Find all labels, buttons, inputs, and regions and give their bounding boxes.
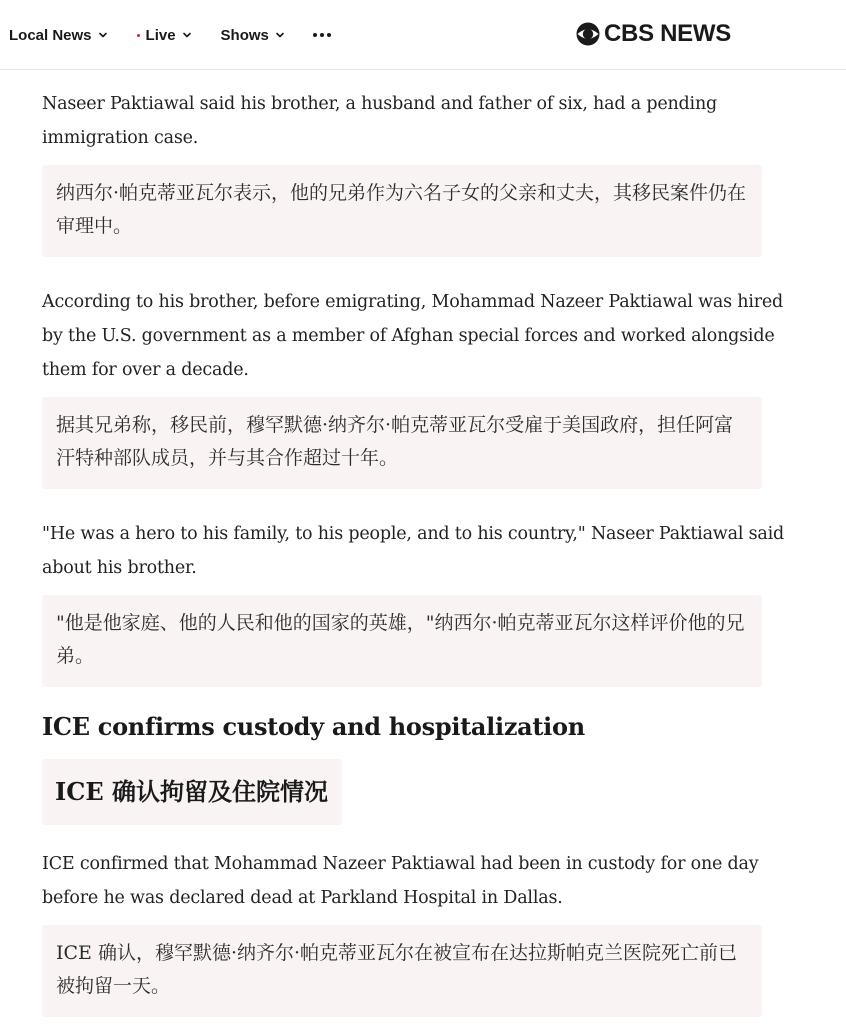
nav-local-news[interactable] bbox=[9, 27, 108, 44]
nav-live-label: Live bbox=[145, 26, 176, 44]
translation-block: 据其兄弟称，移民前，穆罕默德·纳齐尔·帕克蒂亚瓦尔受雇于美国政府，担任阿富汗特种部队成员，并与其合作超过十年。 bbox=[42, 397, 762, 489]
chevron-down-icon bbox=[98, 30, 108, 40]
live-indicator-dot bbox=[137, 34, 140, 37]
cbs-eye-logo bbox=[576, 22, 600, 46]
cbs-news-logo[interactable] bbox=[576, 20, 731, 48]
article-paragraph: According to his brother, before emigrating, Mohammad Nazeer Paktiawal was hired by the U.S. government as a member of Afghan special forces and worked alongside them for over a decade. bbox=[42, 292, 784, 380]
nav-shows[interactable] bbox=[221, 27, 285, 44]
nav-live[interactable] bbox=[137, 27, 192, 44]
article-paragraph: "He was a hero to his family, to his people, and to his country," Naseer Paktiawal said about his brother. bbox=[42, 524, 784, 578]
article-body bbox=[42, 85, 802, 1017]
top-navigation-bar bbox=[0, 0, 846, 70]
section-heading: ICE confirms custody and hospitalization bbox=[42, 712, 585, 741]
more-icon bbox=[313, 33, 331, 37]
primary-nav bbox=[0, 0, 331, 70]
chevron-down-icon bbox=[182, 30, 192, 40]
nav-shows-label: Shows bbox=[220, 26, 269, 44]
translation-block: ICE 确认，穆罕默德·纳齐尔·帕克蒂亚瓦尔在被宣布在达拉斯帕克兰医院死亡前已被拘留一天。 bbox=[42, 925, 762, 1017]
translation-block: 纳西尔·帕克蒂亚瓦尔表示，他的兄弟作为六名子女的父亲和丈夫，其移民案件仍在审理中。 bbox=[42, 165, 762, 257]
article-paragraph: ICE confirmed that Mohammad Nazeer Paktiawal had been in custody for one day before he was declared dead at Parkland Hospital in Dallas. bbox=[42, 854, 759, 908]
article-paragraph: Naseer Paktiawal said his brother, a husband and father of six, had a pending immigration case. bbox=[42, 94, 718, 148]
section-heading-translation: ICE 确认拘留及住院情况 bbox=[42, 759, 342, 825]
more-menu-button[interactable] bbox=[313, 33, 331, 37]
nav-local-news-label: Local News bbox=[9, 26, 92, 44]
translation-block: "他是他家庭、他的人民和他的国家的英雄，"纳西尔·帕克蒂亚瓦尔这样评价他的兄弟。 bbox=[42, 595, 762, 687]
chevron-down-icon bbox=[275, 30, 285, 40]
brand-name: CBS NEWS bbox=[604, 20, 731, 47]
